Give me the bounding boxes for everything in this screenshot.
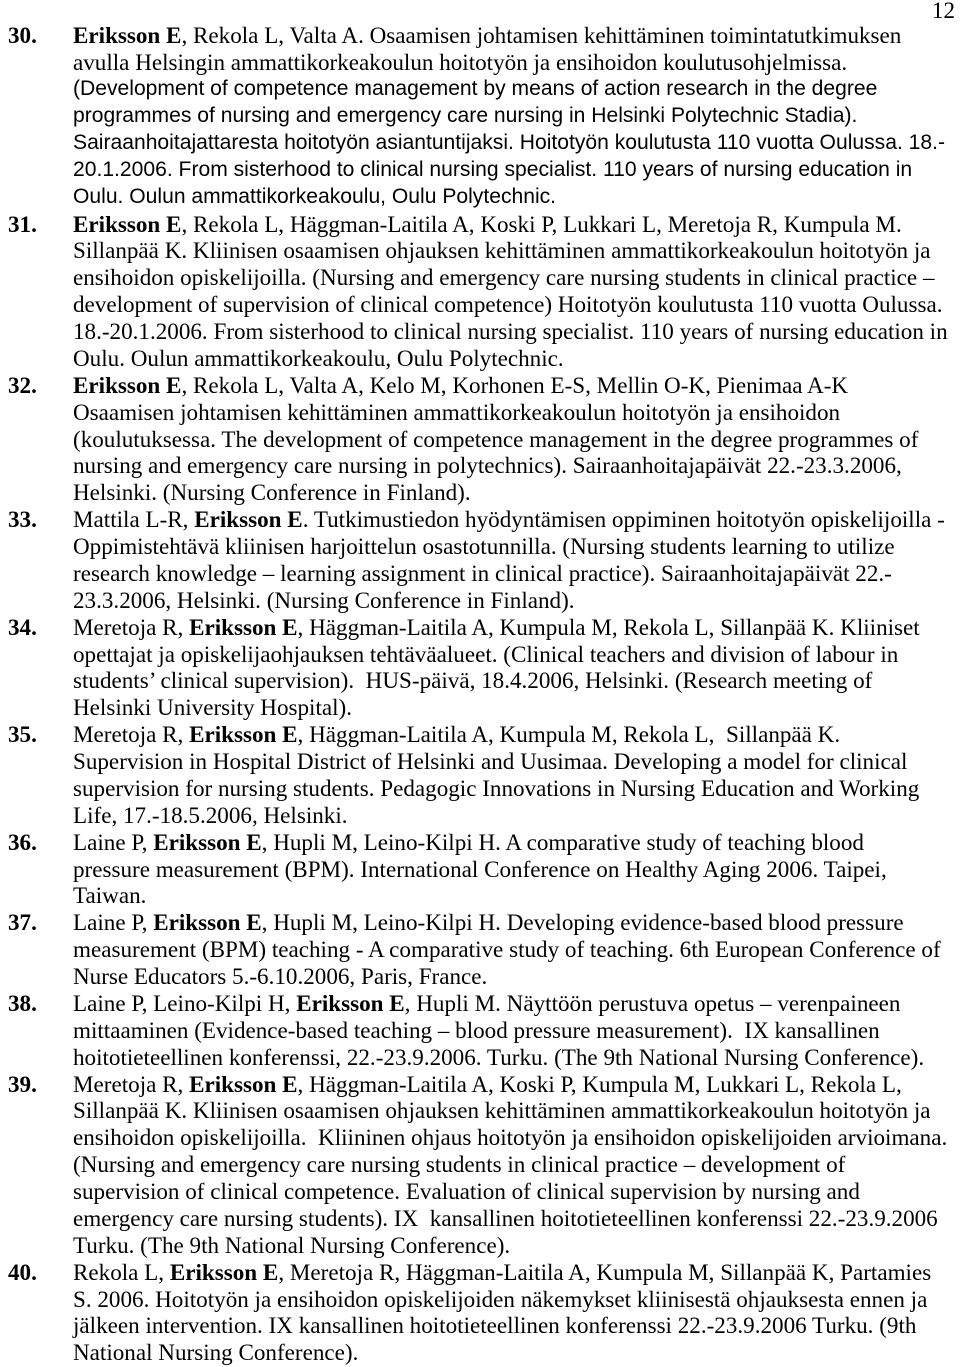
entry-line: supervision of clinical competence. Evaluation of clinical supervision by nursing and	[73, 1178, 860, 1205]
entry-text: , Hupli M, Leino-Kilpi H. Developing evidence-based blood pressure	[261, 909, 904, 936]
reference-entry	[0, 614, 960, 722]
entry-line: Nurse Educators 5.-6.10.2006, Paris, France.	[73, 963, 488, 990]
reference-entry	[0, 1071, 960, 1259]
highlighted-author: Eriksson E	[189, 1070, 298, 1097]
highlighted-author: Eriksson E	[73, 210, 182, 237]
entry-text: Rekola L,	[73, 1258, 170, 1285]
entry-line: 20.1.2006. From sisterhood to clinical nursing specialist. 110 years of nursing education in	[73, 157, 913, 181]
highlighted-author: Eriksson E	[296, 989, 405, 1016]
entry-line: 18.-20.1.2006. From sisterhood to clinical nursing specialist. 110 years of nursing education in	[73, 318, 948, 345]
highlighted-author: Eriksson E	[189, 721, 298, 748]
entry-line: Oppimistehtävä kliinisen harjoittelun osastotunnilla. (Nursing students learning to utilize	[73, 533, 895, 560]
entry-line: S. 2006. Hoitotyön ja ensihoidon opiskelijoiden näkemykset kliinisestä ohjauksesta ennen ja	[73, 1285, 928, 1312]
reference-entry	[0, 829, 960, 910]
entry-line: Helsinki University Hospital).	[73, 694, 353, 721]
entry-line: Oulu. Oulun ammattikorkeakoulu, Oulu Polytechnic.	[73, 184, 557, 208]
entry-number: 40.	[8, 1258, 37, 1285]
entry-text: Mattila L-R,	[73, 506, 195, 533]
entry-line: jälkeen intervention. IX kansallinen hoitotieteellinen konferenssi 22.-23.9.2006 Turku. (9th	[73, 1312, 917, 1339]
entry-text: Laine P,	[73, 828, 154, 855]
entry-line: Helsinki. (Nursing Conference in Finland).	[73, 479, 471, 506]
entry-line: (Development of competence management by means of action research in the degree	[73, 77, 878, 101]
entry-number: 31.	[8, 210, 37, 237]
entry-line: (koulutuksessa. The development of competence management in the degree programmes of	[73, 425, 919, 452]
entry-number: 34.	[8, 613, 37, 640]
reference-entry	[0, 1259, 960, 1367]
entry-text: , Rekola L, Häggman-Laitila A, Koski P, Lukkari L, Meretoja R, Kumpula M.	[181, 210, 902, 237]
entry-line: 23.3.2006, Helsinki. (Nursing Conference in Finland).	[73, 586, 575, 613]
entry-text: Laine P, Leino-Kilpi H,	[73, 989, 297, 1016]
entry-text: , Häggman-Laitila A, Kumpula M, Rekola L, Sillanpää K. Kliiniset	[297, 613, 920, 640]
entry-line: pressure measurement (BPM). International Conference on Healthy Aging 2006. Taipei,	[73, 855, 887, 882]
entry-line: National Nursing Conference).	[73, 1339, 359, 1366]
entry-line	[73, 1259, 957, 1286]
entry-text: Meretoja R,	[73, 613, 190, 640]
reference-entry	[0, 22, 960, 210]
entry-line: opettajat ja opiskelijaohjauksen tehtäväalueet. (Clinical teachers and division of labour in	[73, 640, 899, 667]
entry-line: Taiwan.	[73, 882, 147, 909]
entry-text: , Meretoja R, Häggman-Laitila A, Kumpula M, Sillanpää K, Partamies	[278, 1258, 932, 1285]
entry-line	[73, 909, 957, 936]
entry-line: Sillanpää K. Kliinisen osaamisen ohjauksen kehittäminen ammattikorkeakoulun hoitotyön ja	[73, 237, 931, 264]
entry-line: Supervision in Hospital District of Helsinki and Uusimaa. Developing a model for clinical	[73, 748, 908, 775]
entry-number: 39.	[8, 1070, 37, 1097]
entry-line	[73, 614, 957, 641]
entry-line	[73, 211, 957, 238]
entry-text: , Hupli M, Leino-Kilpi H. A comparative study of teaching blood	[261, 828, 864, 855]
entry-line: Life, 17.-18.5.2006, Helsinki.	[73, 801, 348, 828]
entry-line: mittaaminen (Evidence-based teaching – blood pressure measurement). IX kansallinen	[73, 1016, 880, 1043]
entry-line: Turku. (The 9th National Nursing Conference).	[73, 1231, 511, 1258]
entry-line: nursing and emergency care nursing in polytechnics). Sairaanhoitajapäivät 22.-23.3.2006,	[73, 452, 902, 479]
reference-entry	[0, 990, 960, 1071]
entry-number: 30.	[8, 22, 37, 49]
highlighted-author: Eriksson E	[169, 1258, 279, 1285]
entry-line: ensihoidon opiskelijoilla. Kliininen ohjaus hoitotyön ja ensihoidon opiskelijoiden arvioimana.	[73, 1124, 948, 1151]
entry-line: Osaamisen johtamisen kehittäminen ammattikorkeakoulun hoitotyön ja ensihoidon	[73, 398, 841, 425]
entry-text: , Rekola L, Valta A, Kelo M, Korhonen E-S, Mellin O-K, Pienimaa A-K	[181, 371, 849, 398]
entry-text: . Tutkimustiedon hyödyntämisen oppiminen hoitotyön opiskelijoilla -	[302, 506, 945, 533]
highlighted-author: Eriksson E	[153, 909, 262, 936]
entry-line: avulla Helsingin ammattikorkeakoulun hoitotyön ja ensihoidon koulutusohjelmissa.	[73, 49, 848, 76]
reference-entry	[0, 211, 960, 372]
reference-entry	[0, 721, 960, 829]
entry-line: Oulu. Oulun ammattikorkeakoulu, Oulu Polytechnic.	[73, 344, 564, 371]
entry-text: , Häggman-Laitila A, Koski P, Kumpula M, Lukkari L, Rekola L,	[297, 1070, 902, 1097]
reference-entry	[0, 506, 960, 614]
entry-line	[73, 829, 957, 856]
entry-line: emergency care nursing students). IX kansallinen hoitotieteellinen konferenssi 22.-23.9.2006	[73, 1204, 938, 1231]
entry-text: Laine P,	[73, 909, 154, 936]
entry-line	[73, 506, 957, 533]
entry-text: , Rekola L, Valta A. Osaamisen johtamisen kehittäminen toimintatutkimuksen	[181, 22, 902, 49]
entry-number: 37.	[8, 909, 37, 936]
entry-text: Meretoja R,	[73, 1070, 190, 1097]
entry-text: , Häggman-Laitila A, Kumpula M, Rekola L, Sillanpää K.	[297, 721, 841, 748]
entry-line	[73, 22, 957, 49]
entry-line: programmes of nursing and emergency care nursing in Helsinki Polytechnic Stadia).	[73, 104, 858, 128]
entry-line: hoitotieteellinen konferenssi, 22.-23.9.2006. Turku. (The 9th National Nursing Conference).	[73, 1043, 925, 1070]
entry-line	[73, 372, 957, 399]
page-number: 12	[931, 0, 955, 23]
highlighted-author: Eriksson E	[73, 22, 182, 49]
entry-line: ensihoidon opiskelijoilla. (Nursing and emergency care nursing students in clinical practice –	[73, 264, 935, 291]
entry-line: Sillanpää K. Kliinisen osaamisen ohjauksen kehittäminen ammattikorkeakoulun hoitotyön ja	[73, 1097, 931, 1124]
entry-line: measurement (BPM) teaching - A comparative study of teaching. 6th European Conference of	[73, 936, 941, 963]
entry-line	[73, 990, 957, 1017]
entry-text: Meretoja R,	[73, 721, 190, 748]
entry-number: 38.	[8, 989, 37, 1016]
highlighted-author: Eriksson E	[189, 613, 298, 640]
entry-number: 36.	[8, 828, 37, 855]
entry-line	[73, 1071, 957, 1098]
reference-list	[0, 22, 960, 1366]
entry-text: , Hupli M. Näyttöön perustuva opetus – verenpaineen	[404, 989, 901, 1016]
entry-number: 33.	[8, 506, 37, 533]
entry-line: development of supervision of clinical competence) Hoitotyön koulutusta 110 vuotta Oulussa.	[73, 291, 943, 318]
reference-entry	[0, 909, 960, 990]
entry-line: students’ clinical supervision). HUS-päivä, 18.4.2006, Helsinki. (Research meeting of	[73, 667, 873, 694]
highlighted-author: Eriksson E	[73, 371, 182, 398]
entry-number: 35.	[8, 721, 37, 748]
entry-line: Sairaanhoitajattaresta hoitotyön asiantuntijaksi. Hoitotyön koulutusta 110 vuotta Oulussa. 18.-	[73, 130, 946, 154]
entry-line: research knowledge – learning assignment in clinical practice). Sairaanhoitajapäivät 22.-	[73, 559, 892, 586]
entry-number: 32.	[8, 371, 37, 398]
entry-line	[73, 721, 957, 748]
entry-line: (Nursing and emergency care nursing students in clinical practice – development of	[73, 1151, 846, 1178]
highlighted-author: Eriksson E	[153, 828, 262, 855]
highlighted-author: Eriksson E	[194, 506, 303, 533]
reference-entry	[0, 372, 960, 506]
entry-line: supervision for nursing students. Pedagogic Innovations in Nursing Education and Working	[73, 774, 920, 801]
